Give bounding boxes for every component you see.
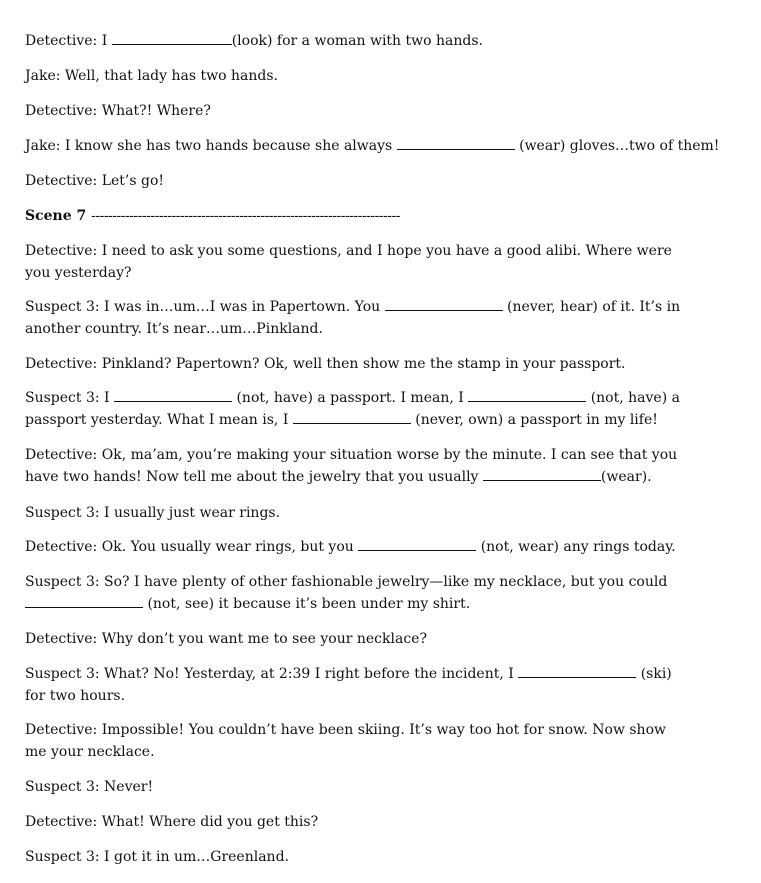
dialogue-line: Detective: Let’s go! <box>25 173 165 189</box>
line-text: (look) for a woman with two hands. <box>231 33 483 49</box>
dialogue-line <box>25 444 690 488</box>
line-text: Detective: Ok, ma’am, you’re making your situation worse by the minute. I can see that you have two hands! Now tell me about the jewelry that you usually <box>25 447 678 485</box>
line-text: Suspect 3: What? No! Yesterday, at 2:39 I right before the incident, I <box>25 666 519 682</box>
dialogue-line: Jake: Well, that lady has two hands. <box>25 68 278 84</box>
dialogue-line <box>25 30 483 52</box>
answer-blank[interactable] <box>468 387 586 402</box>
dialogue-line: Detective: Why don’t you want me to see your necklace? <box>25 631 427 647</box>
answer-blank[interactable] <box>518 663 636 678</box>
dialogue-line <box>25 571 685 615</box>
dialogue-line: Suspect 3: I usually just wear rings. <box>25 505 281 521</box>
line-text: (not, have) a passport. I mean, I <box>232 390 469 406</box>
dialogue-line: Detective: What! Where did you get this? <box>25 814 319 830</box>
dialogue-line <box>25 296 685 340</box>
answer-blank[interactable] <box>483 466 601 481</box>
answer-blank[interactable] <box>358 536 476 551</box>
dialogue-line: Detective: What?! Where? <box>25 103 211 119</box>
line-text: (ski) for two hours. <box>25 666 672 704</box>
line-text: Detective: I <box>25 33 112 49</box>
scene-divider: ------------------------------------------------------------------------- <box>91 208 400 224</box>
answer-blank[interactable] <box>293 409 411 424</box>
dialogue-line <box>25 536 676 558</box>
answer-blank[interactable] <box>397 135 515 150</box>
line-text: (never, hear) of it. It’s in another country. It’s near…um…Pinkland. <box>25 299 681 337</box>
dialogue-line: Detective: Pinkland? Papertown? Ok, well then show me the stamp in your passport. <box>25 356 626 372</box>
line-text: Suspect 3: I <box>25 390 115 406</box>
scene-heading <box>25 205 400 227</box>
dialogue-line: Detective: Impossible! You couldn’t have been skiing. It’s way too hot for snow. Now show me your necklace. <box>25 722 666 760</box>
answer-blank[interactable] <box>25 593 143 608</box>
dialogue-line: Detective: I need to ask you some questions, and I hope you have a good alibi. Where were you yesterday? <box>25 243 672 281</box>
line-text: Jake: I know she has two hands because she always <box>25 138 397 154</box>
line-text: (not, see) it because it’s been under my shirt. <box>143 596 471 612</box>
line-text: Detective: Ok. You usually wear rings, but you <box>25 539 359 555</box>
answer-blank[interactable] <box>112 30 232 45</box>
scene-label: Scene 7 <box>25 208 87 224</box>
line-text: (not, wear) any rings today. <box>476 539 676 555</box>
line-text: (wear). <box>600 469 652 485</box>
dialogue-line: Suspect 3: I got it in um…Greenland. <box>25 849 289 865</box>
answer-blank[interactable] <box>114 387 232 402</box>
line-text: (wear) gloves…two of them! <box>514 138 720 154</box>
line-text: (never, own) a passport in my life! <box>410 412 658 428</box>
dialogue-line: Suspect 3: Never! <box>25 779 154 795</box>
line-text: Suspect 3: I was in…um…I was in Papertown. You <box>25 299 385 315</box>
dialogue-line <box>25 135 719 157</box>
answer-blank[interactable] <box>385 296 503 311</box>
line-text: Suspect 3: So? I have plenty of other fashionable jewelry—like my necklace, but you could <box>25 574 668 590</box>
line-text: (not, have) a passport yesterday. What I mean is, I <box>25 390 680 428</box>
dialogue-line <box>25 387 685 431</box>
dialogue-line <box>25 663 695 707</box>
